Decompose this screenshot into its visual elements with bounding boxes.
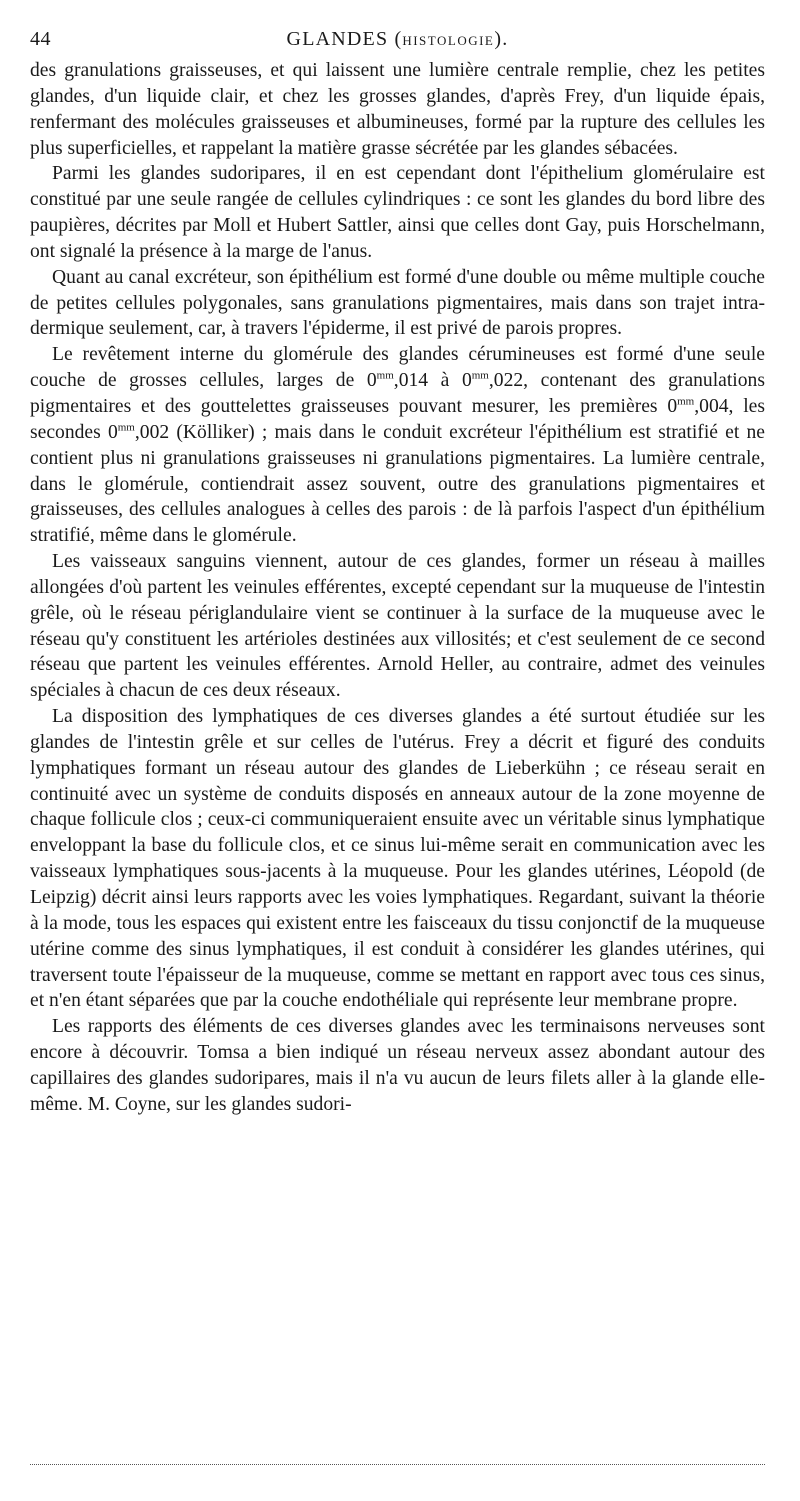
page-number: 44 — [30, 28, 51, 50]
paragraph: des granulations graisseuses, et qui laissent une lumière centrale remplie, chez les petites glandes, d'un liquide clair, et chez les grosses glandes, d'après Frey, d'un liquide épais, renfermant des molécules graisseuses et albumineuses, formé par la rupture des cellules les plus superficielles, et rappelant la matière grasse sécrétée par les glandes sébacées. — [30, 60, 765, 159]
paragraph: Le revêtement interne du glomérule des glandes cérumineuses est formé d'une seule couche de grosses cellules, larges de $0^{mm},014$ à $0^{mm},022$, contenant des granulations pigmentaires et des gouttelettes graisseuses pouvant mesurer, les premières $0^{mm},004$, les secondes $0^{mm},002$ (Kölliker) ; mais dans le conduit excréteur l'épithélium est stratifié et ne contient plus ni granulations graisseuses ni granulations pigmentaires. La lumière centrale, dans le glomérule, contiendrait assez souvent, outre des granulations pigmentaires et graisseuses, des cellules analogues à celles des parois : de là parfois l'aspect d'un épithélium stratifié, même dans le glomérule. — [30, 344, 765, 547]
running-header — [30, 22, 765, 58]
running-title-main: GLANDES ( — [286, 28, 403, 50]
body-text — [30, 58, 765, 1118]
paragraph: La disposition des lymphatiques de ces diverses glandes a été surtout étudiée sur les glandes de l'intestin grêle et sur celles de l'utérus. Frey a décrit et figuré des conduits lymphatiques formant un réseau autour des glandes de Lieberkühn ; ce réseau serait en continuité avec un système de conduits disposés en anneaux autour de la zone moyenne de chaque follicule clos ; ceux-ci communiqueraient ensuite avec un véritable sinus lymphatique enveloppant la base du follicule clos, et ce sinus lui-même serait en communication avec les vaisseaux lymphatiques sous-jacents à la muqueuse. Pour les glandes utérines, Léopold (de Leipzig) décrit ainsi leurs rapports avec les voies lymphatiques. Regardant, suivant la théorie à la mode, tous les espaces qui existent entre les faisceaux du tissu conjonctif de la muqueuse utérine comme des sinus lymphatiques, il est conduit à considérer les glandes utérines, qui traversent toute l'épaisseur de la muqueuse, comme se mettant en rapport avec tous ces sinus, et n'en étant séparées que par la couche endothéliale qui représente leur membrane propre. — [30, 706, 765, 1012]
running-title-end: ). — [494, 28, 509, 50]
paragraph: Les rapports des éléments de ces diverses glandes avec les terminaisons nerveuses sont encore à découvrir. Tomsa a bien indiqué un réseau nerveux assez abondant autour des capillaires des glandes sudoripares, mais il n'a vu aucun de leurs filets aller à la glande elle-même. M. Coyne, sur les glandes sudori- — [30, 1016, 765, 1115]
paragraph: Parmi les glandes sudoripares, il en est cependant dont l'épithelium glomérulaire est constitué par une seule rangée de cellules cylindriques : ce sont les glandes du bord libre des paupières, décrites par Moll et Hubert Sattler, ainsi que celles dont Gay, puis Horschelmann, ont signalé la présence à la marge de l'anus. — [30, 163, 765, 262]
document-page — [30, 22, 765, 1118]
running-title-subject: HISTOLOGIE — [402, 33, 495, 48]
footnote-dotted-rule — [30, 1464, 765, 1465]
paragraph: Quant au canal excréteur, son épithélium est formé d'une double ou même multiple couche de petites cellules polygonales, sans granulations pigmentaires, mais dans son trajet intra-dermique seulement, car, à travers l'épiderme, il est privé de parois propres. — [30, 266, 765, 340]
running-title — [30, 28, 765, 51]
paragraph: Les vaisseaux sanguins viennent, autour de ces glandes, former un réseau à mailles allongées d'où partent les veinules efférentes, excepté cependant sur la muqueuse de l'intestin grêle, où le réseau périglandulaire vient se continuer à la surface de la muqueuse avec le réseau qu'y constituent les artérioles destinées aux villosités; et c'est seulement de ce second réseau que partent les veinules efférentes. Arnold Heller, au contraire, admet des veinules spéciales à chacun de ces deux réseaux. — [30, 551, 765, 702]
